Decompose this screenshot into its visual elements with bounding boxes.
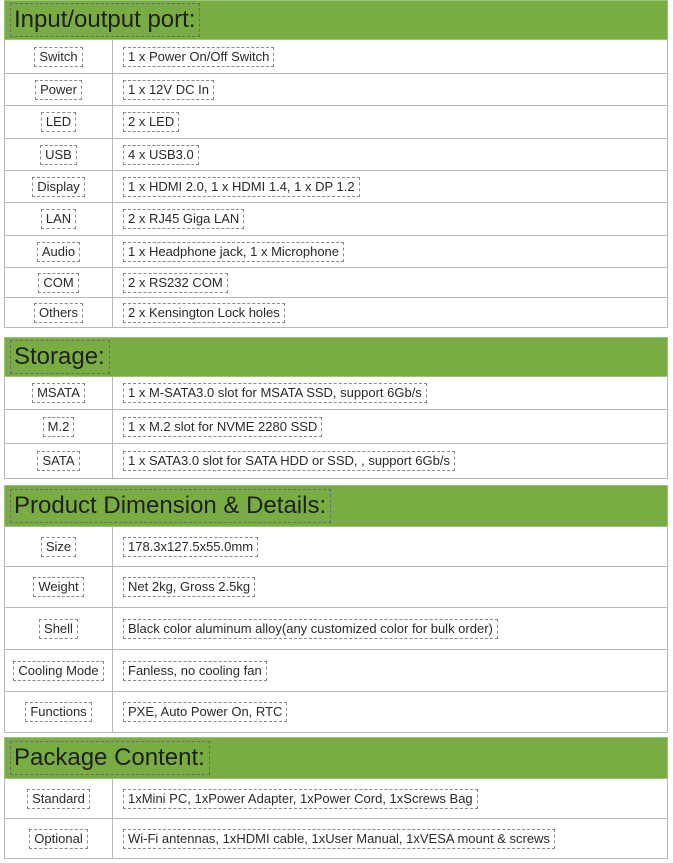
row-label: Cooling Mode <box>13 661 103 681</box>
section-title: Input/output port: <box>10 3 200 37</box>
table-row <box>5 650 667 692</box>
row-value: 2 x LED <box>123 112 179 132</box>
row-label: USB <box>40 145 77 165</box>
row-label: Weight <box>33 577 83 597</box>
table-row <box>5 692 667 733</box>
row-value: Wi-Fi antennas, 1xHDMI cable, 1xUser Manual, 1xVESA mount & screws <box>123 829 555 849</box>
row-value: 1xMini PC, 1xPower Adapter, 1xPower Cord, 1xScrews Bag <box>123 789 478 809</box>
row-label: LAN <box>41 209 76 229</box>
spec-table <box>4 779 668 859</box>
section-title: Package Content: <box>10 741 210 775</box>
section-header <box>4 337 668 377</box>
table-row <box>5 74 667 106</box>
row-value: 1 x 12V DC In <box>123 80 214 100</box>
table-row <box>5 40 667 74</box>
row-label: M.2 <box>43 417 75 437</box>
table-row <box>5 410 667 444</box>
row-value: 1 x HDMI 2.0, 1 x HDMI 1.4, 1 x DP 1.2 <box>123 177 360 197</box>
section-package-content <box>4 737 668 859</box>
row-label: Audio <box>37 242 80 262</box>
row-label: Functions <box>25 702 91 722</box>
spec-table <box>4 527 668 733</box>
row-label: Switch <box>34 47 82 67</box>
table-row <box>5 608 667 650</box>
row-value: Black color aluminum alloy(any customized color for bulk order) <box>123 619 498 639</box>
table-row <box>5 377 667 410</box>
table-row <box>5 444 667 479</box>
row-label: LED <box>41 112 76 132</box>
row-value: PXE, Auto Power On, RTC <box>123 702 287 722</box>
row-value: 1 x SATA3.0 slot for SATA HDD or SSD, , support 6Gb/s <box>123 451 455 471</box>
section-header <box>4 737 668 779</box>
spec-table <box>4 40 668 328</box>
row-label: Display <box>32 177 85 197</box>
section-io-ports <box>4 0 668 328</box>
row-label: Shell <box>39 619 78 639</box>
row-value: 2 x RS232 COM <box>123 273 228 293</box>
row-value: 4 x USB3.0 <box>123 145 199 165</box>
row-label: SATA <box>37 451 79 471</box>
table-row <box>5 236 667 268</box>
row-value: 1 x Power On/Off Switch <box>123 47 274 67</box>
table-row <box>5 527 667 567</box>
row-label: Power <box>35 80 82 100</box>
table-row <box>5 268 667 298</box>
row-label: COM <box>38 273 78 293</box>
section-title: Storage: <box>10 340 110 374</box>
table-row <box>5 106 667 139</box>
row-label: Others <box>34 303 83 323</box>
table-row <box>5 171 667 203</box>
row-value: Net 2kg, Gross 2.5kg <box>123 577 255 597</box>
section-dimension-details <box>4 485 668 733</box>
table-row <box>5 779 667 819</box>
table-row <box>5 298 667 328</box>
table-row <box>5 203 667 236</box>
section-storage <box>4 337 668 479</box>
section-header <box>4 0 668 40</box>
section-header <box>4 485 668 527</box>
row-value: 178.3x127.5x55.0mm <box>123 537 258 557</box>
spec-table <box>4 377 668 479</box>
row-value: Fanless, no cooling fan <box>123 661 267 681</box>
table-row <box>5 139 667 171</box>
row-label: Optional <box>29 829 87 849</box>
row-label: Size <box>41 537 76 557</box>
row-value: 2 x RJ45 Giga LAN <box>123 209 244 229</box>
row-label: MSATA <box>32 383 85 403</box>
row-value: 1 x M.2 slot for NVME 2280 SSD <box>123 417 322 437</box>
section-title: Product Dimension & Details: <box>10 489 331 523</box>
row-value: 1 x Headphone jack, 1 x Microphone <box>123 242 344 262</box>
row-value: 1 x M-SATA3.0 slot for MSATA SSD, support 6Gb/s <box>123 383 427 403</box>
row-label: Standard <box>27 789 90 809</box>
table-row <box>5 567 667 608</box>
row-value: 2 x Kensington Lock holes <box>123 303 285 323</box>
table-row <box>5 819 667 859</box>
